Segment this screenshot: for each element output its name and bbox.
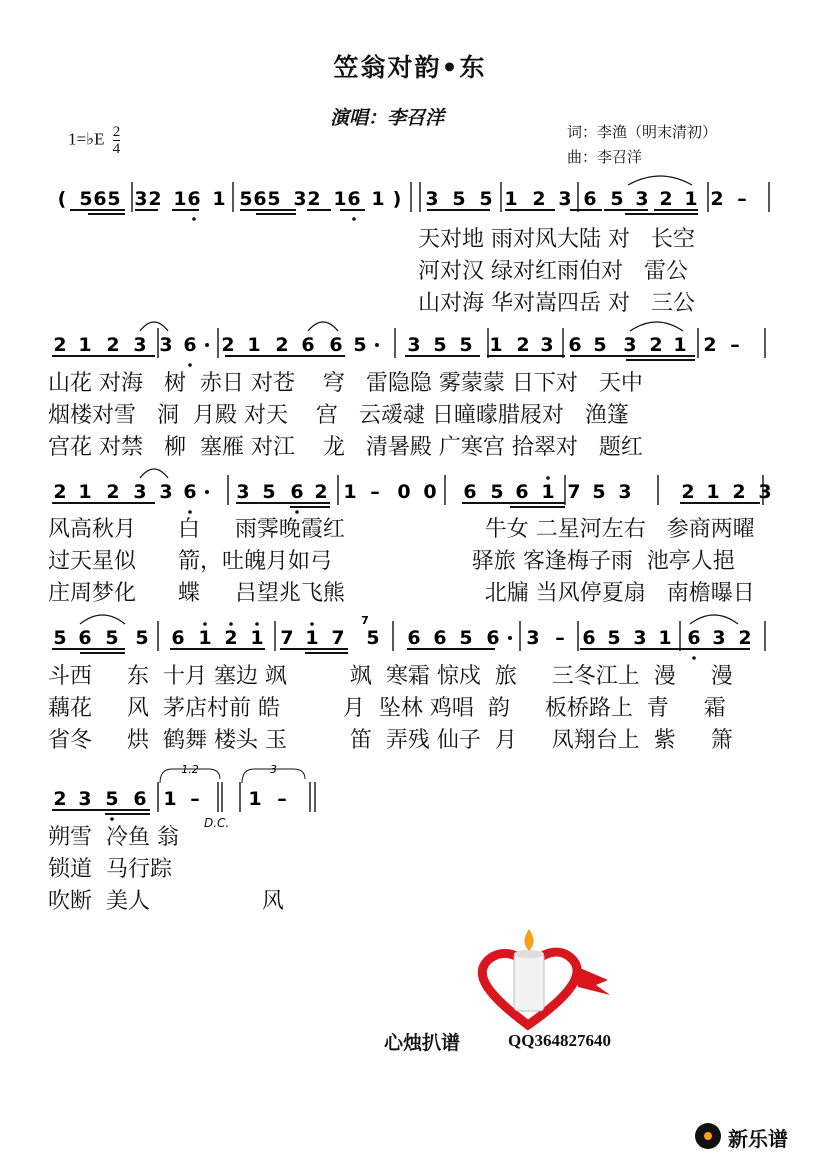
note: 2 (681, 481, 695, 503)
time-denominator: 4 (112, 141, 121, 157)
low-octave-dot (352, 217, 356, 221)
note: 6 (183, 334, 197, 356)
key-label: 1=♭E (68, 129, 105, 149)
note: 5 (610, 188, 624, 210)
site-brand: 新乐谱 (728, 1127, 788, 1151)
high-octave-dot (310, 622, 314, 626)
lyric-line: 庄周梦化 蝶 吕望兆飞熊 北牖 当风停夏扇 南檐曝日 (48, 581, 755, 606)
vinyl-record-icon (693, 1121, 723, 1151)
note: 6 (347, 188, 361, 210)
note: 5 (267, 188, 281, 210)
note: 2 (148, 188, 162, 210)
note: 6 (515, 481, 529, 503)
note: 1 (706, 481, 720, 503)
note: 2 (53, 481, 67, 503)
tie-slur (80, 615, 125, 624)
da-capo-mark: D.C. (204, 816, 230, 830)
note: 1 (658, 627, 672, 649)
note: 2 (738, 627, 752, 649)
lyric-line: 吹断 美人 风 (48, 889, 284, 914)
note: 3 (407, 334, 421, 356)
note: 2 (275, 334, 289, 356)
note: 6 (78, 627, 92, 649)
note: 2 (732, 481, 746, 503)
note: 3 (633, 627, 647, 649)
note: 3 (134, 188, 148, 210)
tie-slur (630, 322, 683, 331)
note: 3 (618, 481, 632, 503)
note: 5 (607, 627, 621, 649)
note: 1 (673, 334, 687, 356)
lyric-line: 山花 对海 树 赤日 对苍 穹 雷隐隐 雾蒙蒙 日下对 天中 (48, 371, 643, 396)
note: 1 (305, 627, 319, 649)
note: 2 (106, 334, 120, 356)
note: 7 (567, 481, 581, 503)
note: 2 (710, 188, 724, 210)
note: – (737, 188, 747, 210)
note: 6 (301, 334, 315, 356)
note: – (555, 627, 565, 649)
note: 2 (106, 481, 120, 503)
note: 3 (526, 627, 540, 649)
note: 2 (703, 334, 717, 356)
lyric-line: 山对海 华对嵩四岳 对 三公 (418, 291, 695, 316)
lyric-line: 锁道 马行踪 (48, 857, 172, 882)
page-title: 笠翁对韵•东 (333, 53, 487, 82)
note: 5 (105, 788, 119, 810)
lyric-line: 省冬 烘 鹤舞 楼头 玉 笛 弄残 仙子 月 凤翔台上 紫 箫 (48, 728, 733, 753)
high-octave-dot (229, 622, 233, 626)
note: 3 (133, 334, 147, 356)
lyric-line: 天对地 雨对风大陆 对 长空 (418, 227, 695, 252)
note: 5 (452, 188, 466, 210)
note: 3 (159, 334, 173, 356)
qq-contact: QQ364827640 (508, 1031, 611, 1050)
note: 6 (183, 481, 197, 503)
note: 7 (280, 627, 294, 649)
note: 2 (314, 481, 328, 503)
lyric-line: 风高秋月 白 雨霁晚霞红 牛女 二星河左右 参商两曜 (48, 517, 755, 542)
note: 1 (198, 627, 212, 649)
note: 3 (623, 334, 637, 356)
lyric-line: 过天星似 箭，吐魄月如弓 驿旅 客逢梅子雨 池亭人挹 (48, 549, 735, 574)
note: 6 (463, 481, 477, 503)
composer-credit: 曲：李召洋 (567, 148, 643, 166)
note: 6 (187, 188, 201, 210)
note: 2 (53, 788, 67, 810)
note: 5 (53, 627, 67, 649)
note: 5 (239, 188, 253, 210)
lyric-line: 朔雪 冷鱼 翁 (48, 825, 179, 850)
note: – (370, 481, 380, 503)
note: 1 (212, 188, 226, 210)
note: 3 (236, 481, 250, 503)
volta-label: 1.2 (181, 763, 199, 776)
high-octave-dot (203, 622, 207, 626)
tie-slur (690, 615, 738, 624)
note: 5 (433, 334, 447, 356)
note: 7 (331, 627, 345, 649)
note: 6 (433, 627, 447, 649)
note: 1 (78, 334, 92, 356)
lyricist-credit: 词：李渔（明末清初） (567, 123, 718, 141)
note: 1 (684, 188, 698, 210)
time-numerator: 2 (112, 124, 121, 140)
note: 6 (171, 627, 185, 649)
note: 2 (221, 334, 235, 356)
arranger-credit: 心烛扒谱 (384, 1032, 461, 1054)
lyric-line: 河对汉 绿对红雨伯对 雷公 (418, 259, 688, 284)
note: 3 (712, 627, 726, 649)
note: 5 (262, 481, 276, 503)
note: 1 (541, 481, 555, 503)
note: 5 (459, 334, 473, 356)
lyric-line: 宫花 对禁 柳 塞雁 对江 龙 清暑殿 广寒宫 拾翠对 题红 (48, 435, 643, 460)
note: 5 (366, 627, 380, 649)
note: 6 (253, 188, 267, 210)
note: 1 (371, 188, 385, 210)
note: 1 (250, 627, 264, 649)
note: 3 (540, 334, 554, 356)
note: 6 (93, 188, 107, 210)
volta-label: 3 (270, 763, 277, 776)
singer-credit: 演唱：李召洋 (330, 107, 445, 129)
note: 3 (758, 481, 772, 503)
note: 6 (407, 627, 421, 649)
note: 2 (532, 188, 546, 210)
note: 2 (307, 188, 321, 210)
note: ) (392, 188, 402, 210)
note: 2 (53, 334, 67, 356)
tie-slur (140, 322, 168, 331)
note: – (190, 788, 200, 810)
note: 5 (459, 627, 473, 649)
note: 3 (78, 788, 92, 810)
note: – (730, 334, 740, 356)
note: 2 (659, 188, 673, 210)
note: 5 (592, 481, 606, 503)
note: 1 (173, 188, 187, 210)
lyric-line: 藕花 风 茅店村前 皓 月 坠林 鸡唱 韵 板桥路上 青 霜 (48, 696, 726, 721)
note: 5 (135, 627, 149, 649)
note: 5 (490, 481, 504, 503)
high-octave-dot (255, 622, 259, 626)
note: 1 (163, 788, 177, 810)
augmentation-dot (205, 343, 209, 347)
note: 1 (333, 188, 347, 210)
note: 2 (516, 334, 530, 356)
note: 2 (649, 334, 663, 356)
note: 3 (425, 188, 439, 210)
note: 1 (489, 334, 503, 356)
note: 1 (343, 481, 357, 503)
candle-heart-logo (468, 925, 618, 1035)
augmentation-dot (508, 636, 512, 640)
note: 5 (353, 334, 367, 356)
low-octave-dot (192, 217, 196, 221)
note: 0 (397, 481, 411, 503)
note: 6 (133, 788, 147, 810)
tie-slur (140, 469, 168, 478)
lyric-line: 斗西 东 十月 塞边 飒 飒 寒霜 惊戍 旅 三冬江上 漫 漫 (48, 664, 733, 689)
note: 1 (504, 188, 518, 210)
note: 6 (329, 334, 343, 356)
high-octave-dot (546, 476, 550, 480)
note: 5 (479, 188, 493, 210)
note: 3 (558, 188, 572, 210)
note: 1 (247, 334, 261, 356)
grace-note: 7 (361, 614, 369, 627)
note: 6 (568, 334, 582, 356)
note: 6 (582, 627, 596, 649)
note: 3 (293, 188, 307, 210)
note: 5 (593, 334, 607, 356)
note: 0 (423, 481, 437, 503)
note: 5 (79, 188, 93, 210)
note: 6 (486, 627, 500, 649)
note: – (277, 788, 287, 810)
augmentation-dot (205, 490, 209, 494)
lyric-line: 烟楼对雪 洞 月殿 对天 宫 云叆叇 日曈曚腊屐对 渔篷 (48, 403, 629, 428)
note: 3 (133, 481, 147, 503)
note: 3 (159, 481, 173, 503)
note: 6 (687, 627, 701, 649)
note: 3 (635, 188, 649, 210)
note: ( (57, 188, 67, 210)
note: 1 (78, 481, 92, 503)
tie-slur (628, 176, 692, 185)
note: 1 (248, 788, 262, 810)
note: 6 (290, 481, 304, 503)
note: 6 (583, 188, 597, 210)
note: 5 (105, 627, 119, 649)
augmentation-dot (375, 343, 379, 347)
tie-slur (308, 322, 338, 331)
note: 5 (107, 188, 121, 210)
note: 2 (224, 627, 238, 649)
